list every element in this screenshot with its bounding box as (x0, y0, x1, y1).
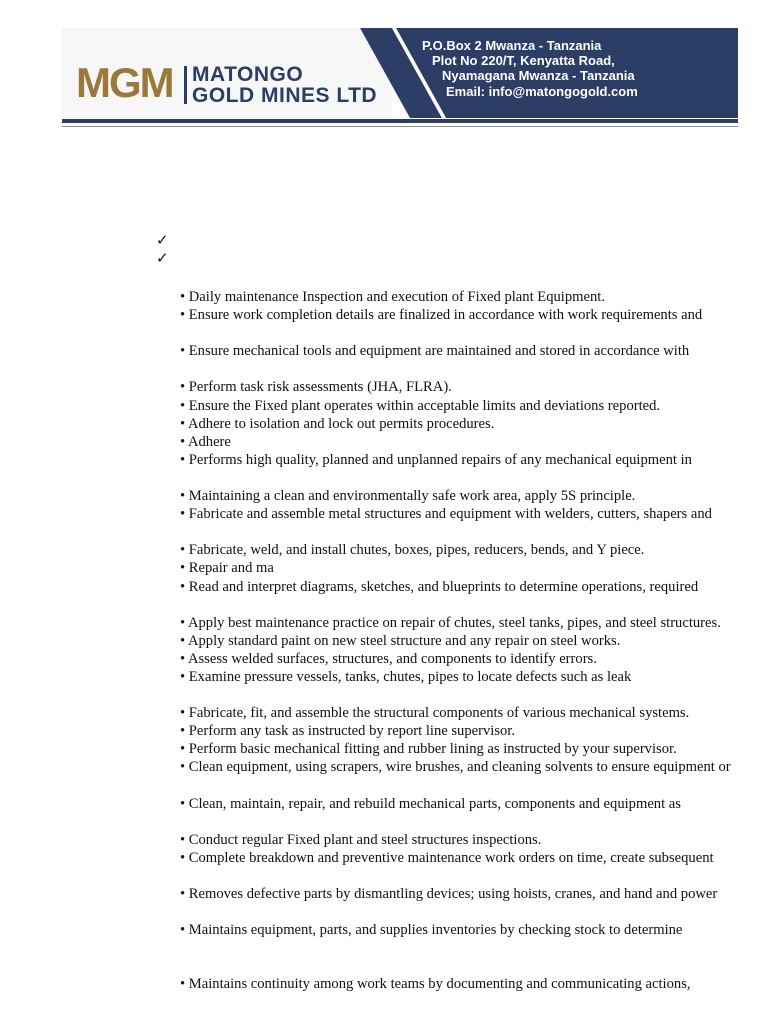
letterhead (62, 28, 738, 118)
list-item: • Adhere (180, 433, 231, 450)
list-item: • Perform any task as instructed by report line supervisor. (180, 723, 516, 740)
logo-divider (184, 66, 187, 104)
list-item: • Clean, maintain, repair, and rebuild mechanical parts, components and equipment as (180, 795, 681, 812)
list-item: • Maintaining a clean and environmentally safe work area, apply 5S principle. (180, 488, 636, 505)
list-item: • Perform task risk assessments (JHA, FLRA). (180, 379, 452, 396)
list-item: • Assess welded surfaces, structures, and components to identify errors. (180, 650, 597, 667)
list-item: • Ensure work completion details are finalized in accordance with work requirements and (180, 307, 703, 324)
logo (62, 28, 392, 118)
list-item: • Maintains continuity among work teams by documenting and communicating actions, (180, 976, 691, 993)
list-item: • Perform basic mechanical fitting and rubber lining as instructed by your supervisor. (180, 741, 677, 758)
contact-pobox: P.O.Box 2 Mwanza - Tanzania (422, 38, 602, 53)
logo-mark: MGM (76, 59, 173, 106)
duties-list (180, 288, 768, 993)
list-item: • Adhere to isolation and lock out permits procedures. (180, 415, 495, 432)
list-item: • Fabricate and assemble metal structures and equipment with welders, cutters, shapers and (180, 506, 712, 523)
list-item: • Repair and ma (180, 560, 274, 577)
list-item: • Removes defective parts by dismantling devices; using hoists, cranes, and hand and power (180, 886, 718, 903)
list-item: • Read and interpret diagrams, sketches, and blueprints to determine operations, required (180, 578, 699, 595)
company-name-line1: MATONGO (192, 63, 304, 86)
list-item: • Maintains equipment, parts, and supplies inventories by checking stock to determine (180, 922, 683, 939)
list-item: • Examine pressure vessels, tanks, chutes, pipes to locate defects such as leak (180, 668, 632, 685)
list-item: • Complete breakdown and preventive maintenance work orders on time, create subsequent (180, 849, 714, 866)
header-rule (62, 119, 738, 123)
list-item: • Daily maintenance Inspection and execution of Fixed plant Equipment. (180, 289, 605, 305)
contact-email: Email: info@matongogold.com (446, 84, 638, 99)
checkmark-icon: ✓ (156, 249, 169, 267)
list-item: • Fabricate, fit, and assemble the structural components of various mechanical systems. (180, 705, 690, 722)
list-item: • Ensure the Fixed plant operates within acceptable limits and deviations reported. (180, 397, 661, 414)
list-item: • Ensure mechanical tools and equipment are maintained and stored in accordance with (180, 343, 690, 360)
contact-block (422, 38, 732, 99)
list-item: • Performs high quality, planned and unplanned repairs of any mechanical equipment in (180, 451, 692, 468)
list-item: • Apply best maintenance practice on repair of chutes, steel tanks, pipes, and steel structures. (180, 614, 721, 631)
company-name (192, 64, 377, 106)
list-item: • Fabricate, weld, and install chutes, boxes, pipes, reducers, bends, and Y piece. (180, 542, 645, 559)
contact-city: Nyamagana Mwanza - Tanzania (442, 68, 635, 83)
header-rule-thin (62, 126, 738, 127)
company-name-line2: GOLD MINES LTD (192, 84, 378, 107)
list-item: • Clean equipment, using scrapers, wire brushes, and cleaning solvents to ensure equipment or (180, 759, 731, 776)
checkmark-icon: ✓ (156, 231, 169, 249)
contact-plot: Plot No 220/T, Kenyatta Road, (432, 53, 615, 68)
list-item: • Apply standard paint on new steel structure and any repair on steel works. (180, 632, 621, 649)
list-item: • Conduct regular Fixed plant and steel structures inspections. (180, 831, 542, 848)
